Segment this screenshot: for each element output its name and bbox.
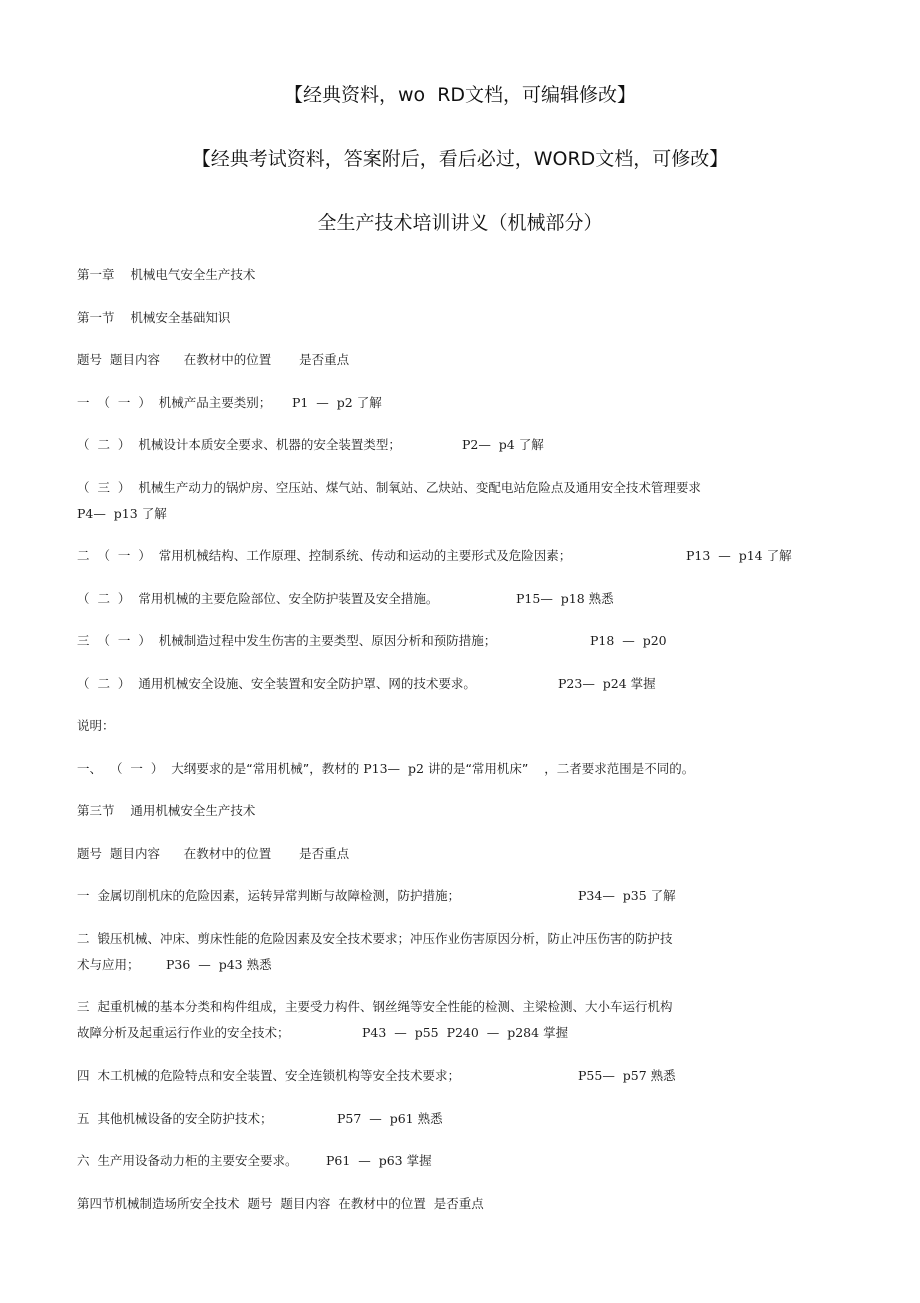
section-3-title: 第三节 通用机械安全生产技术 [77,803,256,818]
section-3-item-ref: P61 — p63 掌握 [326,1153,432,1168]
section-1-item-text: （ 二 ） 常用机械的主要危险部位、安全防护装置及安全措施。 [77,591,439,606]
section-1-item-ref: P13 — p14 了解 [686,548,792,563]
section-1-item-ref: P15— p18 熟悉 [516,591,614,606]
section-1-item-text: （ 二 ） 通用机械安全设施、安全装置和安全防护罩、网的技术要求。 [77,676,476,691]
section-1-item-ref: P23— p24 掌握 [558,676,656,691]
section-3-item-text-cont: 术与应用； [77,957,140,972]
section-1-item-text: （ 二 ） 机械设计本质安全要求、机器的安全装置类型； [77,437,401,452]
section-3-item-text: 二 锻压机械、冲床、剪床性能的危险因素及安全技术要求；冲压作业伤害原因分析，防止冲压伤害的防护技 [77,931,673,946]
note-text: 一、 （ 一 ） 大纲要求的是“常用机械”，教材的 P13— p2 讲的是“常用机床” ，二者要求范围是不同的。 [77,761,695,776]
section-1-item-ref: P2— p4 了解 [462,437,544,452]
section-1-item-text: （ 三 ） 机械生产动力的锅炉房、空压站、煤气站、制氧站、乙炔站、变配电站危险点及通用安全技术管理要求 [77,480,701,495]
section-1-item-text: 三 （ 一 ） 机械制造过程中发生伤害的主要类型、原因分析和预防措施； [77,633,497,648]
section-3-item-ref: P57 — p61 熟悉 [337,1111,443,1126]
section-1-item-ref: P18 — p20 [590,633,667,648]
section-1-item-ref: P4— p13 了解 [77,506,167,521]
section-1-item-text: 二 （ 一 ） 常用机械结构、工作原理、控制系统、传动和运动的主要形式及危险因素； [77,548,572,563]
section-3-item-ref: P36 — p43 熟悉 [166,957,272,972]
banner-line-2: 【经典考试资料，答案附后，看后必过，WORD文档，可修改】 [191,148,729,170]
section-1-item-ref: P1 — p2 了解 [292,395,382,410]
section-3-item-text-cont: 故障分析及起重运行作业的安全技术； [77,1025,290,1040]
document-title: 全生产技术培训讲义（机械部分） [317,212,603,234]
section-3-item-text: 六 生产用设备动力柜的主要安全要求。 [77,1153,298,1168]
section-4-title: 第四节机械制造场所安全技术 题号 题目内容 在教材中的位置 是否重点 [77,1196,484,1211]
section-3-item-ref: P34— p35 了解 [578,888,676,903]
section-3-item-text: 四 木工机械的危险特点和安全装置、安全连锁机构等安全技术要求； [77,1068,460,1083]
section-3-item-ref: P43 — p55 P240 — p284 掌握 [362,1025,569,1040]
section-1-table-header: 题号 题目内容 在教材中的位置 是否重点 [77,352,350,367]
chapter-heading: 第一章 机械电气安全生产技术 [77,267,256,282]
section-3-item-text: 五 其他机械设备的安全防护技术； [77,1111,273,1126]
section-3-item-ref: P55— p57 熟悉 [578,1068,676,1083]
section-3-item-text: 一 金属切削机床的危险因素，运转异常判断与故障检测，防护措施； [77,888,460,903]
section-3-table-header: 题号 题目内容 在教材中的位置 是否重点 [77,846,350,861]
section-1-item-text: 一 （ 一 ） 机械产品主要类别； [77,395,272,410]
banner-line-1: 【经典资料，wo RD文档，可编辑修改】 [283,84,637,106]
note-label: 说明： [77,718,115,733]
section-3-item-text: 三 起重机械的基本分类和构件组成，主要受力构件、钢丝绳等安全性能的检测、主梁检测、大小车运行机构 [77,999,673,1014]
section-1-title: 第一节 机械安全基础知识 [77,310,231,325]
